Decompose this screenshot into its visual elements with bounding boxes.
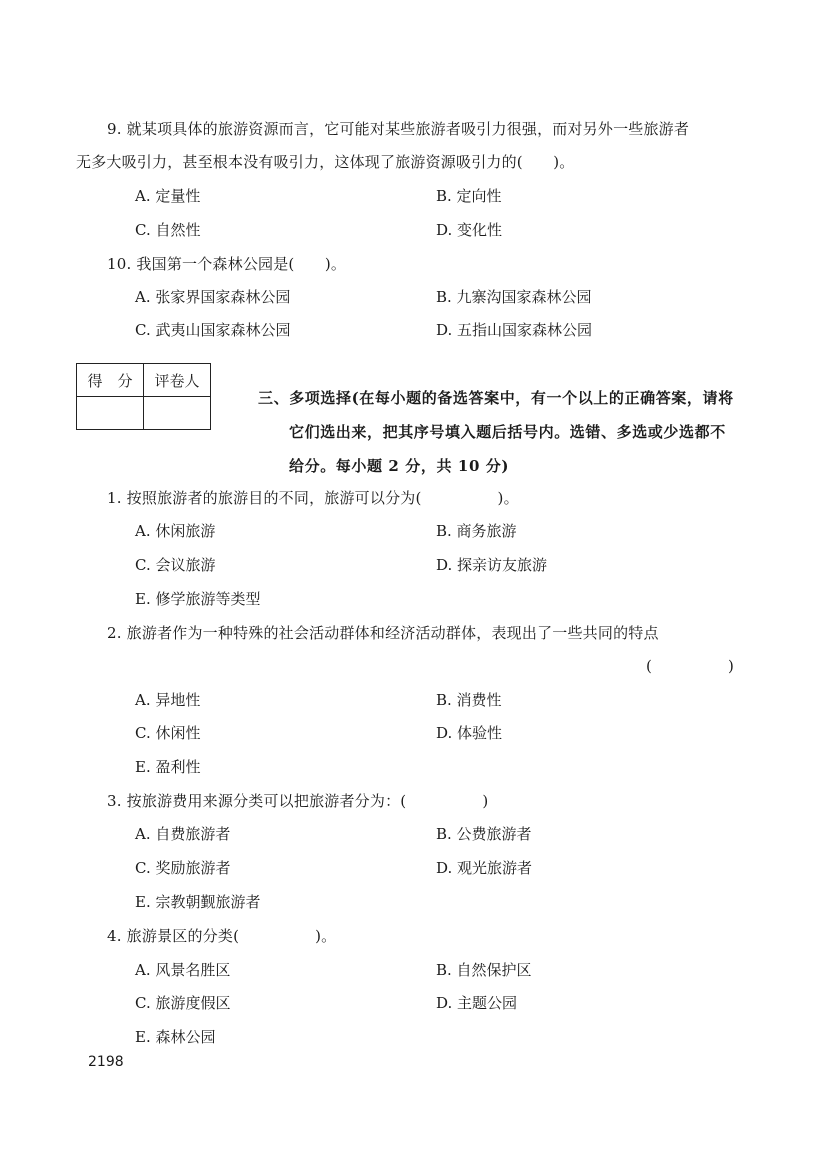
s3-q4-option-e: E. 森林公园: [135, 1028, 216, 1046]
q10-option-b: B. 九寨沟国家森林公园: [436, 288, 592, 306]
s3-q3-option-a: A. 自费旅游者: [135, 825, 231, 843]
score-box: [76, 363, 211, 430]
s3-q4-option-c: C. 旅游度假区: [135, 994, 231, 1012]
s3-q4-option-a: A. 风景名胜区: [135, 961, 231, 979]
section3-title-line3: 给分。每小题 2 分，共 10 分): [289, 457, 510, 475]
s3-q1-option-e: E. 修学旅游等类型: [135, 590, 261, 608]
s3-q2-option-b: B. 消费性: [436, 691, 502, 709]
s3-q2-option-c: C. 休闲性: [135, 724, 201, 742]
s3-q1-option-b: B. 商务旅游: [436, 522, 517, 540]
s3-q1-option-c: C. 会议旅游: [135, 556, 216, 574]
s3-q3-stem: 3. 按旅游费用来源分类可以把旅游者分为：( ): [107, 792, 489, 810]
q9-stem-line1: 9. 就某项具体的旅游资源而言，它可能对某些旅游者吸引力很强，而对另外一些旅游者: [107, 120, 690, 138]
s3-q3-option-e: E. 宗教朝觐旅游者: [135, 893, 261, 911]
score-header: 得 分: [77, 364, 144, 397]
q9-stem-line2: 无多大吸引力，甚至根本没有吸引力，这体现了旅游资源吸引力的( )。: [76, 153, 575, 171]
section3-title-line2: 它们选出来，把其序号填入题后括号内。选错、多选或少选都不: [289, 423, 726, 441]
q9-option-b: B. 定向性: [436, 187, 502, 205]
s3-q4-option-d: D. 主题公园: [436, 994, 518, 1012]
page-code: 2198: [88, 1054, 124, 1070]
q10-option-a: A. 张家界国家森林公园: [135, 288, 291, 306]
s3-q3-option-c: C. 奖励旅游者: [135, 859, 231, 877]
q10-stem: 10. 我国第一个森林公园是( )。: [107, 255, 347, 273]
grader-header: 评卷人: [144, 364, 211, 397]
q10-option-c: C. 武夷山国家森林公园: [135, 321, 291, 339]
section3-title-line1: 三、多项选择(在每小题的备选答案中，有一个以上的正确答案，请将: [258, 389, 734, 407]
s3-q4-option-b: B. 自然保护区: [436, 961, 532, 979]
q9-option-c: C. 自然性: [135, 221, 201, 239]
q9-option-a: A. 定量性: [135, 187, 201, 205]
s3-q4-stem: 4. 旅游景区的分类( )。: [107, 927, 337, 945]
s3-q3-option-d: D. 观光旅游者: [436, 859, 533, 877]
s3-q2-option-d: D. 体验性: [436, 724, 503, 742]
s3-q2-stem: 2. 旅游者作为一种特殊的社会活动群体和经济活动群体，表现出了一些共同的特点: [107, 624, 659, 642]
s3-q1-stem: 1. 按照旅游者的旅游目的不同，旅游可以分为( )。: [107, 489, 519, 507]
score-cell: [77, 397, 144, 430]
s3-q2-bracket: ( ): [646, 657, 735, 675]
q10-option-d: D. 五指山国家森林公园: [436, 321, 593, 339]
grader-cell: [144, 397, 211, 430]
q9-option-d: D. 变化性: [436, 221, 503, 239]
s3-q2-option-e: E. 盈利性: [135, 758, 201, 776]
s3-q1-option-a: A. 休闲旅游: [135, 522, 216, 540]
s3-q3-option-b: B. 公费旅游者: [436, 825, 532, 843]
s3-q2-option-a: A. 异地性: [135, 691, 201, 709]
s3-q1-option-d: D. 探亲访友旅游: [436, 556, 548, 574]
